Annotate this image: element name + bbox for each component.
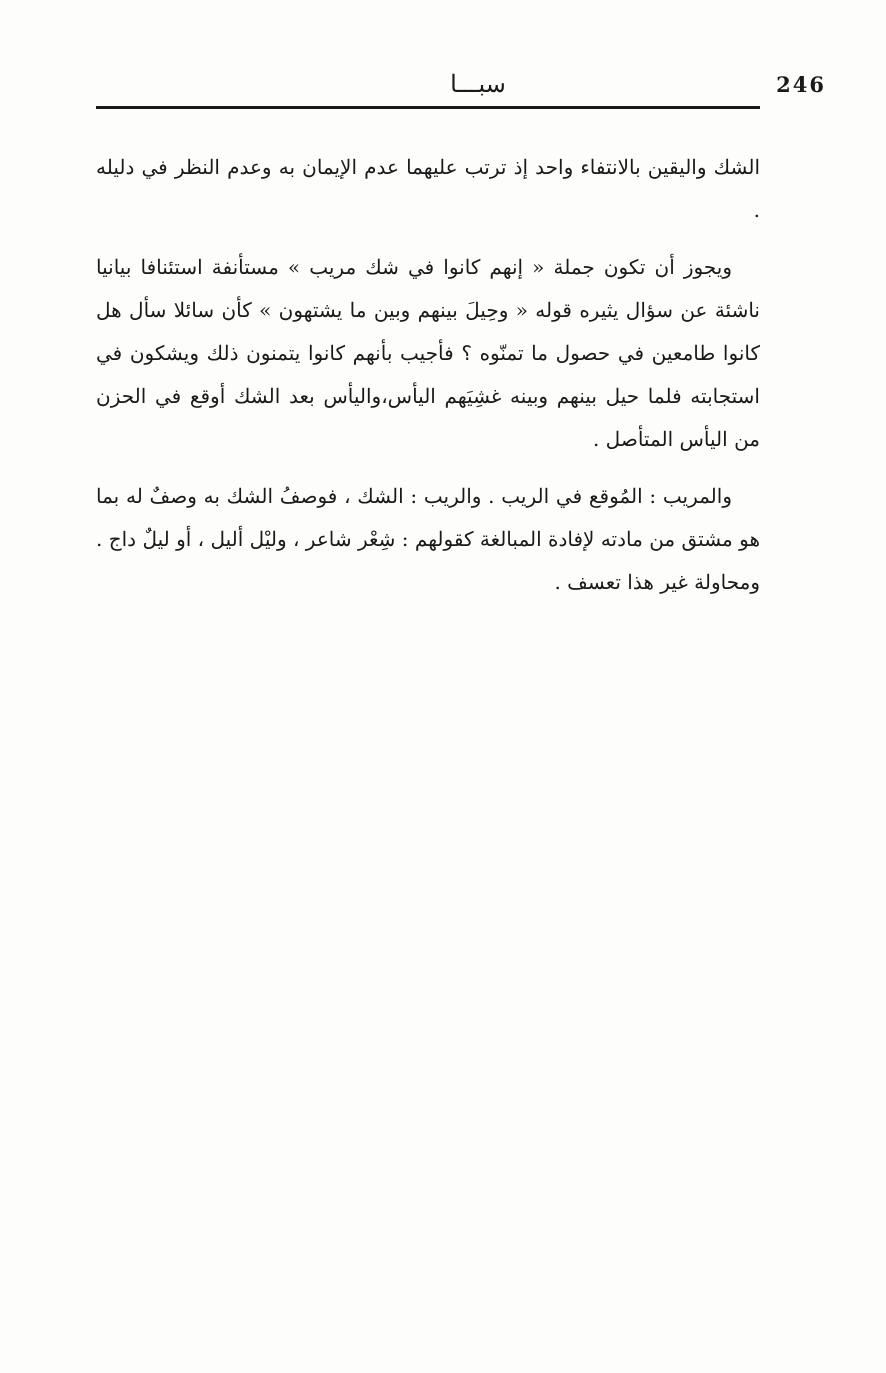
paragraph-1: الشك واليقين بالانتفاء واحد إذ ترتب عليهما عدم الإيمان به وعدم النظر في دليله . [96,155,760,222]
paragraph-3: والمريب : المُوقع في الريب . والريب : الشك ، فوصفُ الشك به وصفٌ له بما هو مشتق من مادته لإفادة المبالغة كقولهم : شِعْر شاعر ، وليْل أليل ، أو ليلٌ داج . ومحاولة غير هذا تعسف . [96,484,760,594]
page-number: 246 [776,72,826,97]
paragraph-2: ويجوز أن تكون جملة « إنهم كانوا في شك مريب » مستأنفة استئنافا بيانيا ناشئة عن سؤال يثيره قوله « وحِيلَ بينهم وبين ما يشتهون » كأن سائلا سأل هل كانوا طامعين في حصول ما تمنّوه ؟ فأجيب بأنهم كانوا يتمنون ذلك ويشكون في استجابته فلما حيل بينهم وبينه غشِيَهم اليأس،واليأس بعد الشك أوقع في الحزن من اليأس المتأصل . [96,255,760,451]
body-text [96,146,760,618]
header-rule [96,106,760,109]
page-header [96,66,826,106]
running-title: سبـــا [450,70,506,98]
